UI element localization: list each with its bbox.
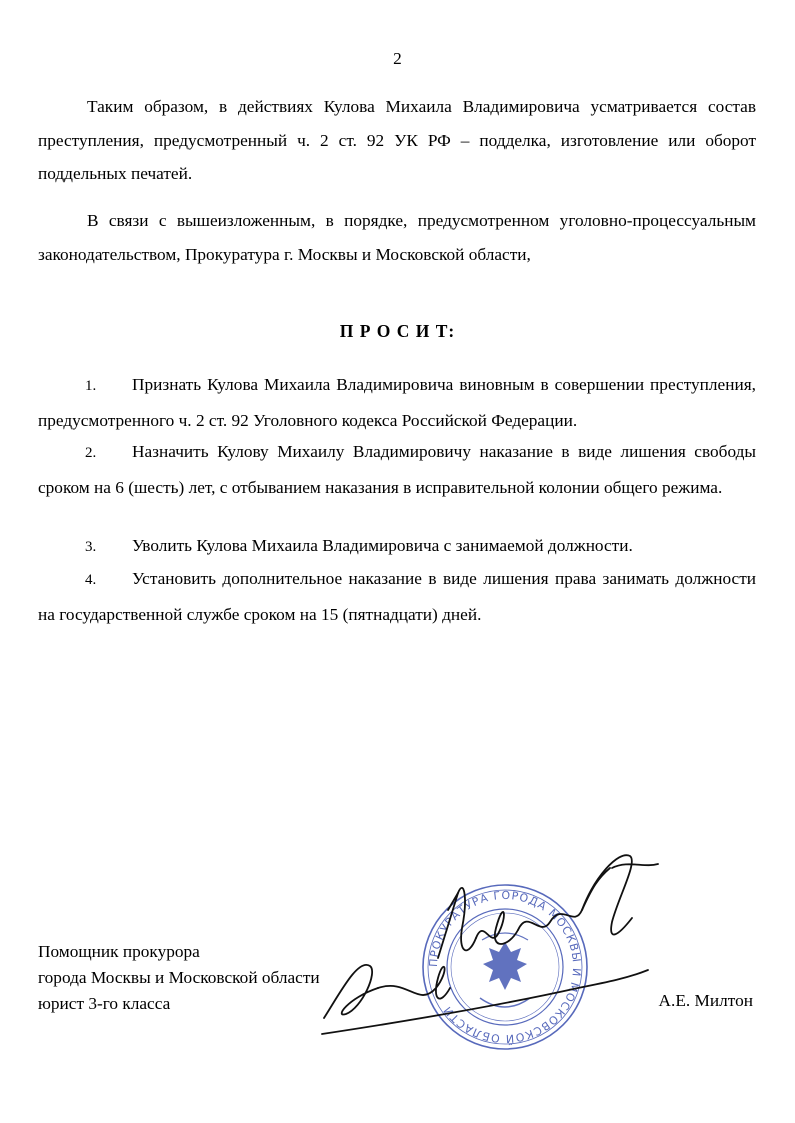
list-item-1 bbox=[38, 368, 756, 437]
list-item-2 bbox=[38, 435, 756, 504]
section-heading: П Р О С И Т: bbox=[339, 321, 456, 341]
handwritten-signature bbox=[318, 838, 663, 1040]
paragraph-request-intro: В связи с вышеизложенным, в порядке, предусмотренном уголовно-процессуальным законодательством, Прокуратура г. Москвы и Московской области, bbox=[38, 211, 756, 264]
seal-text: ПРОКУРАТУРА ГОРОДА МОСКВЫ И МОСКОВСКОЙ ОБЛАСТИ bbox=[426, 888, 584, 1046]
paragraph-conclusion: Таким образом, в действиях Кулова Михаила Владимировича усматривается состав преступления, предусмотренный ч. 2 ст. 92 УК РФ – подделка, изготовление или оборот поддельных печатей. bbox=[38, 97, 756, 183]
position-line-2: города Москвы и Московской области bbox=[38, 968, 320, 987]
signatory-position bbox=[38, 939, 320, 1017]
list-item-text: Признать Кулова Михаила Владимировича виновным в совершении преступления, предусмотренного ч. 2 ст. 92 Уголовного кодекса Российской Федерации. bbox=[38, 375, 756, 430]
list-item-text: Установить дополнительное наказание в виде лишения права занимать должности на государственной службе сроком на 15 (пятнадцати) дней. bbox=[38, 569, 756, 624]
position-line-1: Помощник прокурора bbox=[38, 942, 200, 961]
list-item-text: Назначить Кулову Михаилу Владимировичу наказание в виде лишения свободы сроком на 6 (шесть) лет, с отбыванием наказания в исправительной колонии общего режима. bbox=[38, 442, 756, 497]
list-item-number: 4. bbox=[85, 572, 97, 588]
list-item-number: 1. bbox=[85, 378, 97, 394]
position-line-3: юрист 3-го класса bbox=[38, 994, 171, 1013]
list-item-4 bbox=[38, 562, 756, 631]
list-item-number: 3. bbox=[85, 539, 97, 555]
list-item-number: 2. bbox=[85, 445, 97, 461]
list-item-text: Уволить Кулова Михаила Владимировича с занимаемой должности. bbox=[132, 536, 633, 555]
page-number: 2 bbox=[393, 49, 402, 68]
signatory-name: А.Е. Милтон bbox=[658, 991, 753, 1010]
list-item-3 bbox=[38, 529, 756, 565]
